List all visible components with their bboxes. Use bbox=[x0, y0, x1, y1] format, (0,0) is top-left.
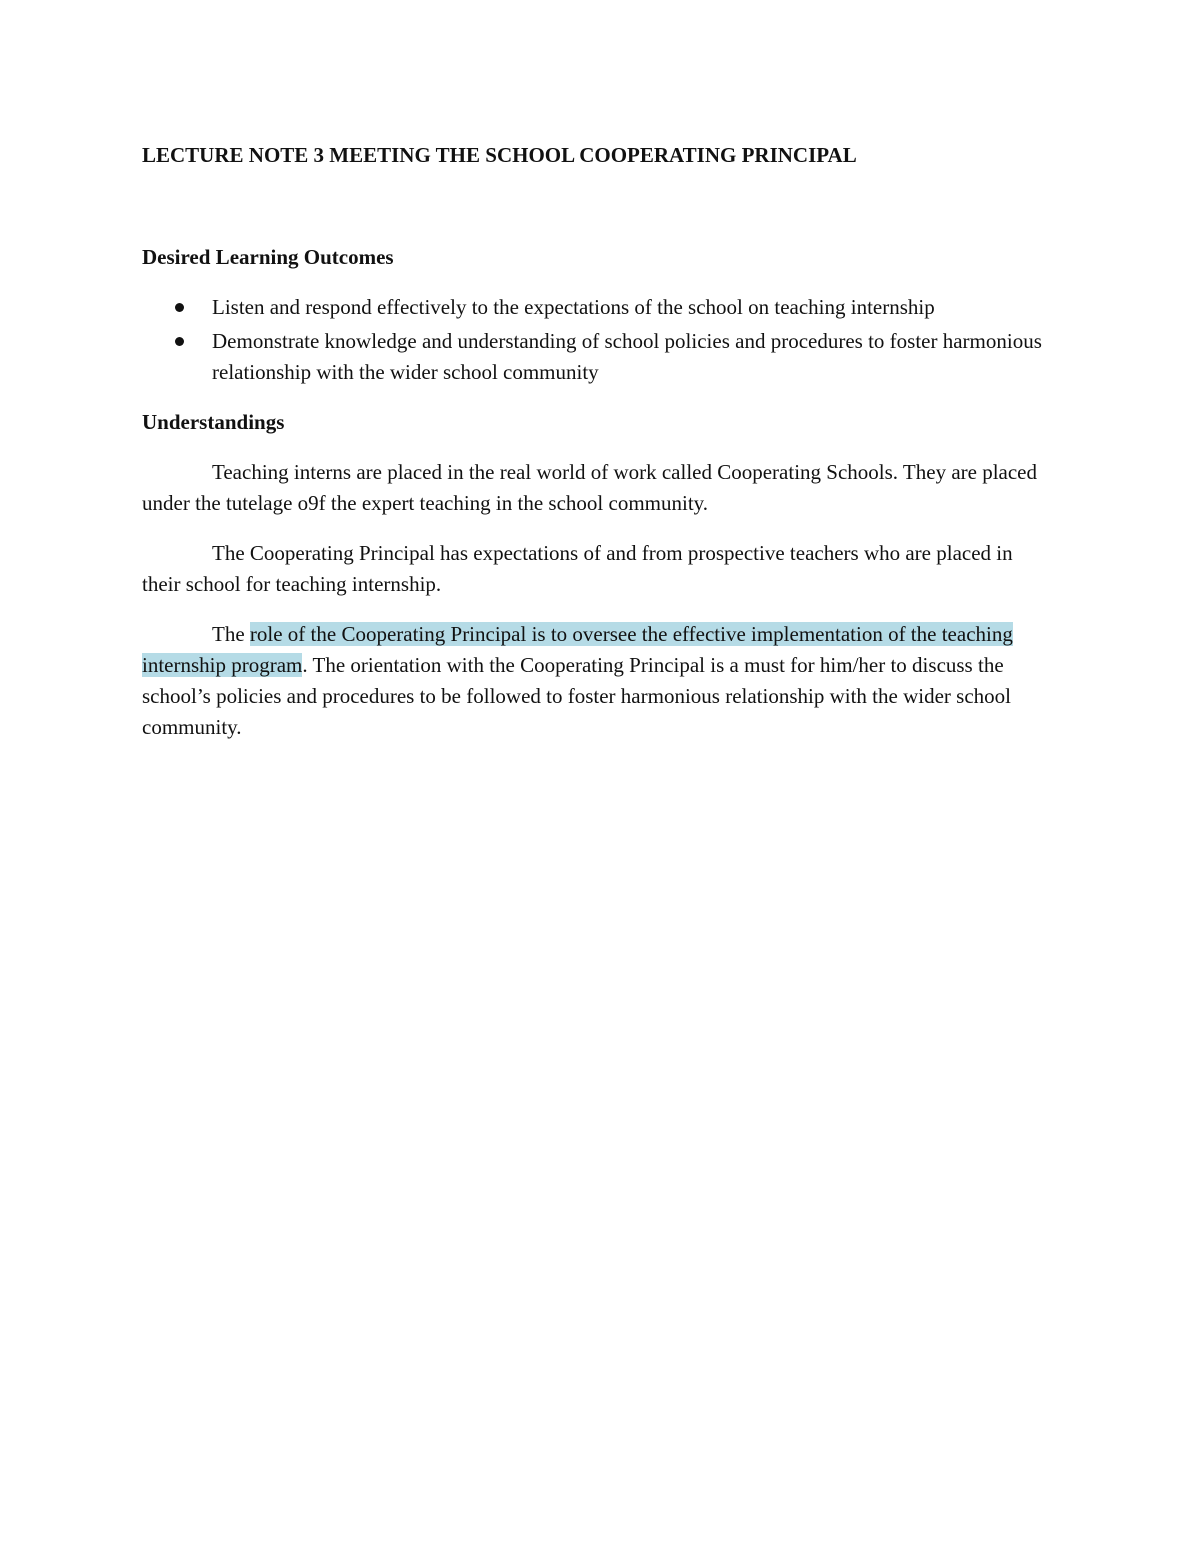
paragraph-role-lead: The bbox=[212, 622, 250, 646]
understandings-heading: Understandings bbox=[142, 410, 285, 434]
highlighted-text[interactable]: role of the Cooperating Principal is to oversee the effective implementation of the teaching internship program bbox=[142, 622, 1013, 677]
paragraph-interns: Teaching interns are placed in the real world of work called Cooperating Schools. They are placed under the tutelage o9f the expert teaching in the school community. bbox=[142, 460, 1037, 515]
paragraph-role bbox=[142, 619, 1042, 743]
outcome-text: Demonstrate knowledge and understanding of school policies and procedures to foster harmonious relationship with the wider school community bbox=[212, 329, 1042, 384]
document-body bbox=[142, 140, 1042, 743]
paragraph-expectations: The Cooperating Principal has expectations of and from prospective teachers who are placed in their school for teaching internship. bbox=[142, 541, 1013, 596]
outcomes-heading: Desired Learning Outcomes bbox=[142, 245, 394, 269]
document-title: LECTURE NOTE 3 MEETING THE SCHOOL COOPERATING PRINCIPAL bbox=[142, 143, 857, 167]
list-item bbox=[142, 292, 1042, 323]
paragraph-role-rest: . The orientation with the Cooperating Principal is a must for him/her to discuss the school’s policies and procedures to be followed to foster harmonious relationship with the wider school community. bbox=[142, 653, 1011, 739]
outcome-text: Listen and respond effectively to the expectations of the school on teaching internship bbox=[212, 295, 935, 319]
outcomes-list bbox=[142, 292, 1042, 388]
list-item bbox=[142, 326, 1042, 388]
bullet-icon bbox=[175, 337, 184, 346]
bullet-icon bbox=[175, 303, 184, 312]
